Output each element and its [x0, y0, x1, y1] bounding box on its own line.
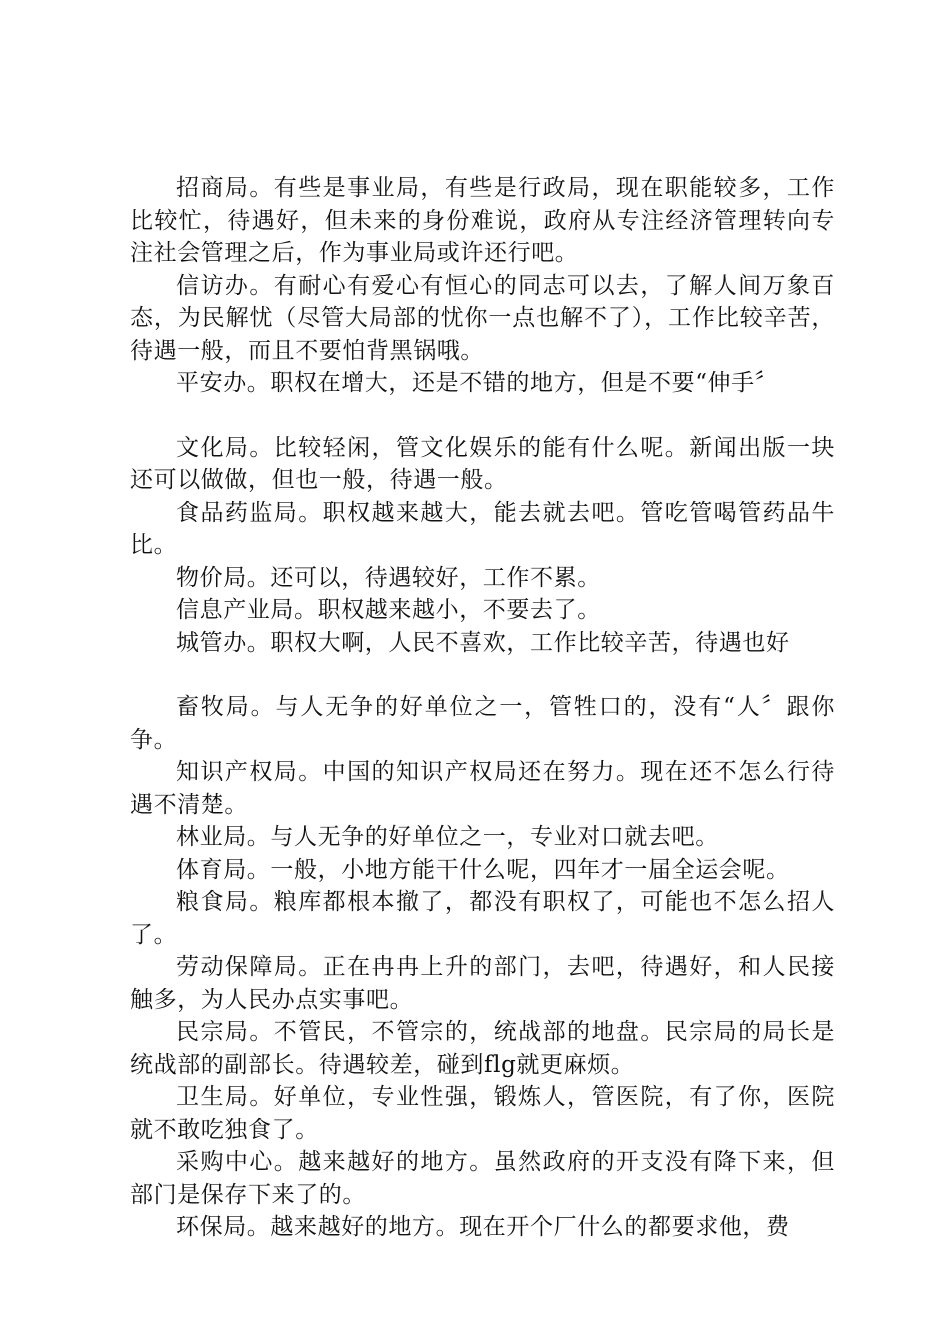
- paragraph-xinxi: 信息产业局。职权越来越小，不要去了。: [176, 597, 601, 623]
- paragraph-laodong: 劳动保障局。正在冉冉上升的部门，去吧，待遇好，和人民接触多，为人民办点实事吧。: [130, 954, 835, 1013]
- paragraph-gap: [130, 659, 835, 691]
- paragraph-wujia: 物价局。还可以，待遇较好，工作不累。: [176, 564, 601, 591]
- paragraph-zhishichanquan: 知识产权局。中国的知识产权局还在努力。现在还不怎么行待遇不清楚。: [130, 759, 835, 818]
- paragraph-tiyu: 体育局。一般，小地方能干什么呢，四年才一届全运会呢。: [176, 856, 790, 883]
- paragraph-zhaoshang: 招商局。有些是事业局，有些是行政局，现在职能较多，工作比较忙，待遇好，但未来的身份难说，政府从专注经济管理转向专注社会管理之后，作为事业局或许还行吧。: [130, 175, 835, 266]
- paragraph-xinfang: 信访办。有耐心有爱心有恒心的同志可以去，了解人间万象百态，为民解忧（尽管大局部的忧你一点也解不了），工作比较辛苦，待遇一般，而且不要怕背黑锅哦。: [130, 272, 835, 364]
- paragraph-chengguan: 城管办。职权大啊，人民不喜欢，工作比较辛苦，待遇也好: [176, 629, 790, 656]
- paragraph-xumu: 畜牧局。与人无争的好单位之一，管牲口的，没有“人〞跟你争。: [130, 694, 835, 753]
- paragraph-pingan: 平安办。职权在增大，还是不错的地方，但是不要“伸手〞: [176, 370, 779, 396]
- paragraph-wenhua: 文化局。比较轻闲，管文化娱乐的能有什么呢。新闻出版一块还可以做做，但也一般，待遇一般。: [130, 434, 835, 493]
- paragraph-liangshi: 粮食局。粮库都根本撤了，都没有职权了，可能也不怎么招人了。: [130, 889, 835, 948]
- document-body: [130, 172, 835, 1244]
- paragraph-shipin: 食品药监局。职权越来越大，能去就去吧。管吃管喝管药品牛比。: [130, 499, 835, 558]
- paragraph-minzong: 民宗局。不管民，不管宗的，统战部的地盘。民宗局的局长是统战部的副部长。待遇较差，碰到flg就更麻烦。: [130, 1019, 835, 1078]
- paragraph-linye: 林业局。与人无争的好单位之一，专业对口就去吧。: [176, 824, 719, 850]
- paragraph-weisheng: 卫生局。好单位，专业性强，锻炼人，管医院，有了你，医院就不敢吃独食了。: [130, 1084, 835, 1143]
- paragraph-gap: [130, 400, 835, 432]
- paragraph-huanbao: 环保局。越来越好的地方。现在开个厂什么的都要求他，费: [176, 1214, 790, 1240]
- paragraph-caigou: 采购中心。越来越好的地方。虽然政府的开支没有降下来，但部门是保存下来了的。: [130, 1149, 835, 1208]
